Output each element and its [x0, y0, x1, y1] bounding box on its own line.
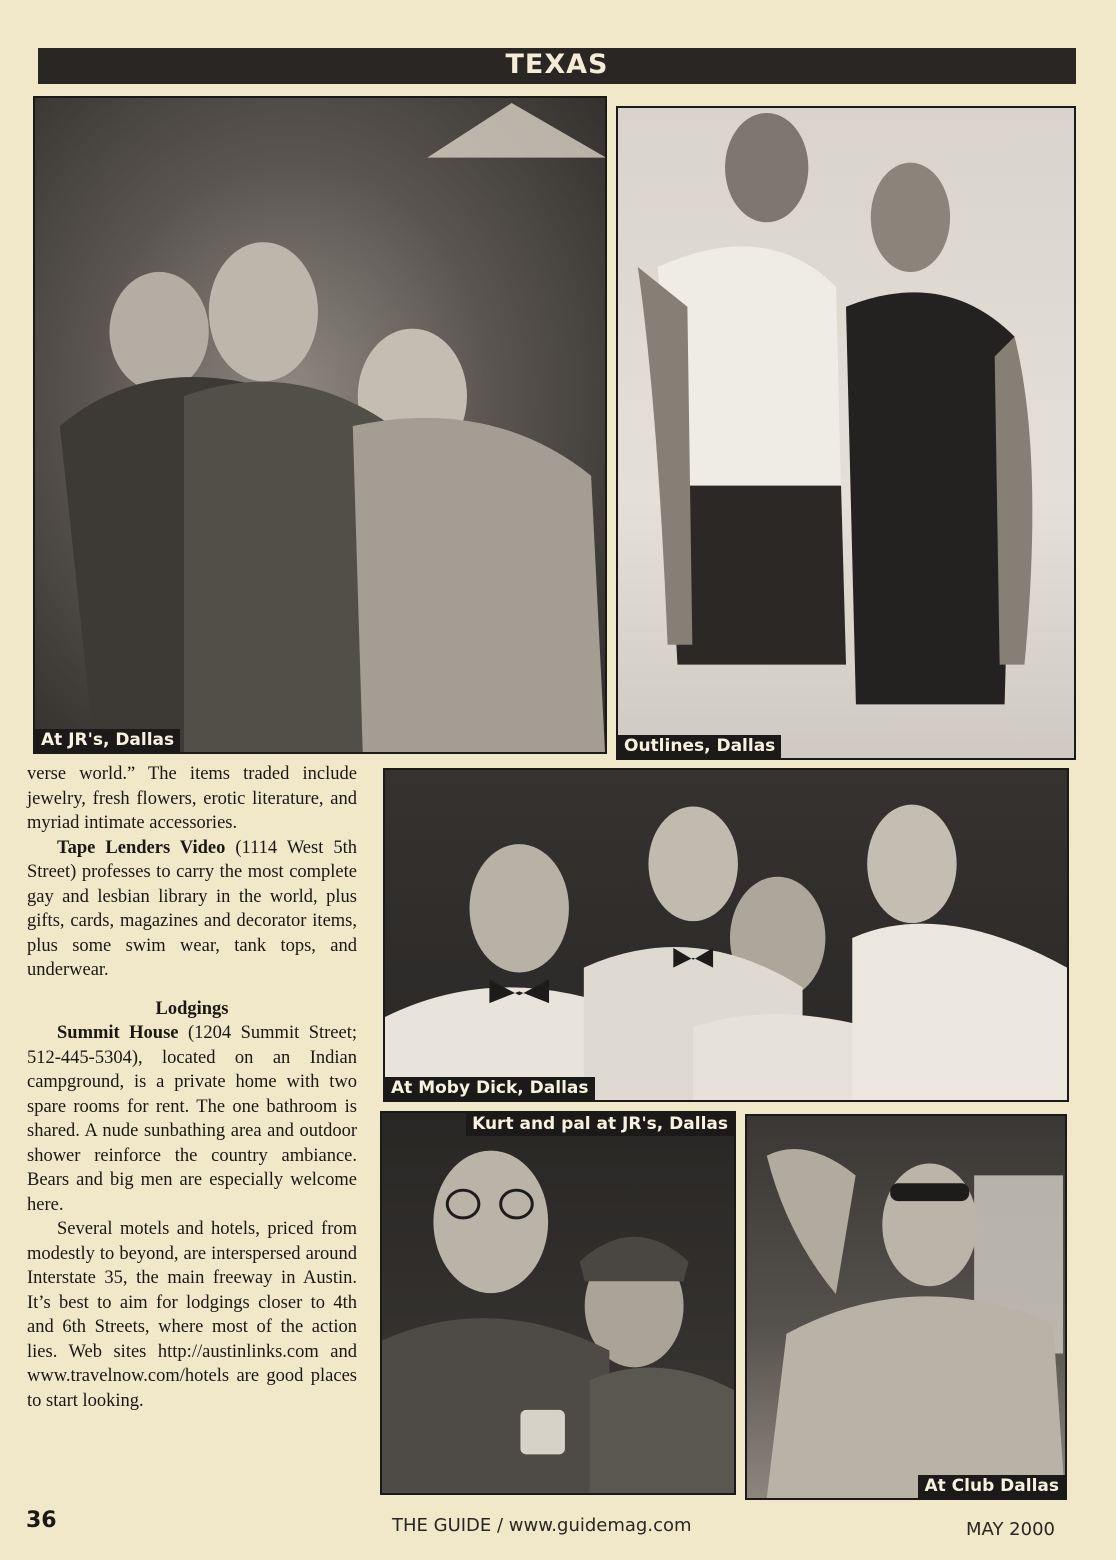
photo-moby-figures [385, 770, 1067, 1100]
photo-outlines-figures [618, 108, 1074, 758]
photo-moby-dick-dallas [383, 768, 1069, 1102]
photo-club-figures [747, 1116, 1065, 1498]
paragraph-text: (1204 Summit Street; 512-445-5304), located on an Indian campground, is a private home with two spare rooms for rent. The one bathroom is shared. A nude sunbathing area and outdoor shower reinforce the country ambiance. Bears and big men are especially welcome here. [27, 1023, 357, 1215]
article-body [27, 762, 357, 1413]
section-heading: Lodgings [155, 998, 229, 1019]
venue-name: Tape Lenders Video [57, 837, 226, 858]
paragraph-text: (1114 West 5th Street) professes to carry the most complete gay and lesbian library in the world, plus gifts, cards, magazines and decorator items, plus some swim wear, tank tops, and underwear. [27, 837, 357, 980]
article-paragraph: verse world.” The items traded include jewelry, fresh flowers, erotic literature, and myriad intimate accessories. [27, 764, 357, 833]
photo-caption: At Club Dallas [918, 1475, 1065, 1498]
photo-kurt-figures [382, 1113, 734, 1493]
photo-kurt-and-pal [380, 1111, 736, 1495]
photo-caption: At JR's, Dallas [35, 729, 180, 752]
page-number: 36 [26, 1508, 57, 1533]
photo-caption: Outlines, Dallas [618, 735, 781, 758]
article-paragraph [27, 1021, 357, 1217]
venue-name: Summit House [57, 1023, 179, 1043]
photo-jrs-dallas [33, 96, 607, 754]
section-title: TEXAS [505, 49, 609, 80]
section-header-bar [38, 48, 1076, 84]
photo-caption: Kurt and pal at JR's, Dallas [466, 1113, 734, 1136]
article-paragraph: Several motels and hotels, priced from modestly to beyond, are interspersed around Interstate 35, the main freeway in Austin. It’s best to aim for lodgings closer to 4th and 6th Streets, where most of the action lies. Web sites http://austinlinks.com and www.travelnow.com/hotels are good places to start looking. [27, 1219, 357, 1411]
photo-caption: At Moby Dick, Dallas [385, 1077, 595, 1100]
photo-club-dallas [745, 1114, 1067, 1500]
photo-jrs-figures [35, 98, 605, 752]
issue-date: MAY 2000 [966, 1519, 1055, 1540]
article-paragraph [27, 836, 357, 983]
photo-outlines-dallas [616, 106, 1076, 760]
publication-footer: THE GUIDE / www.guidemag.com [392, 1515, 692, 1536]
